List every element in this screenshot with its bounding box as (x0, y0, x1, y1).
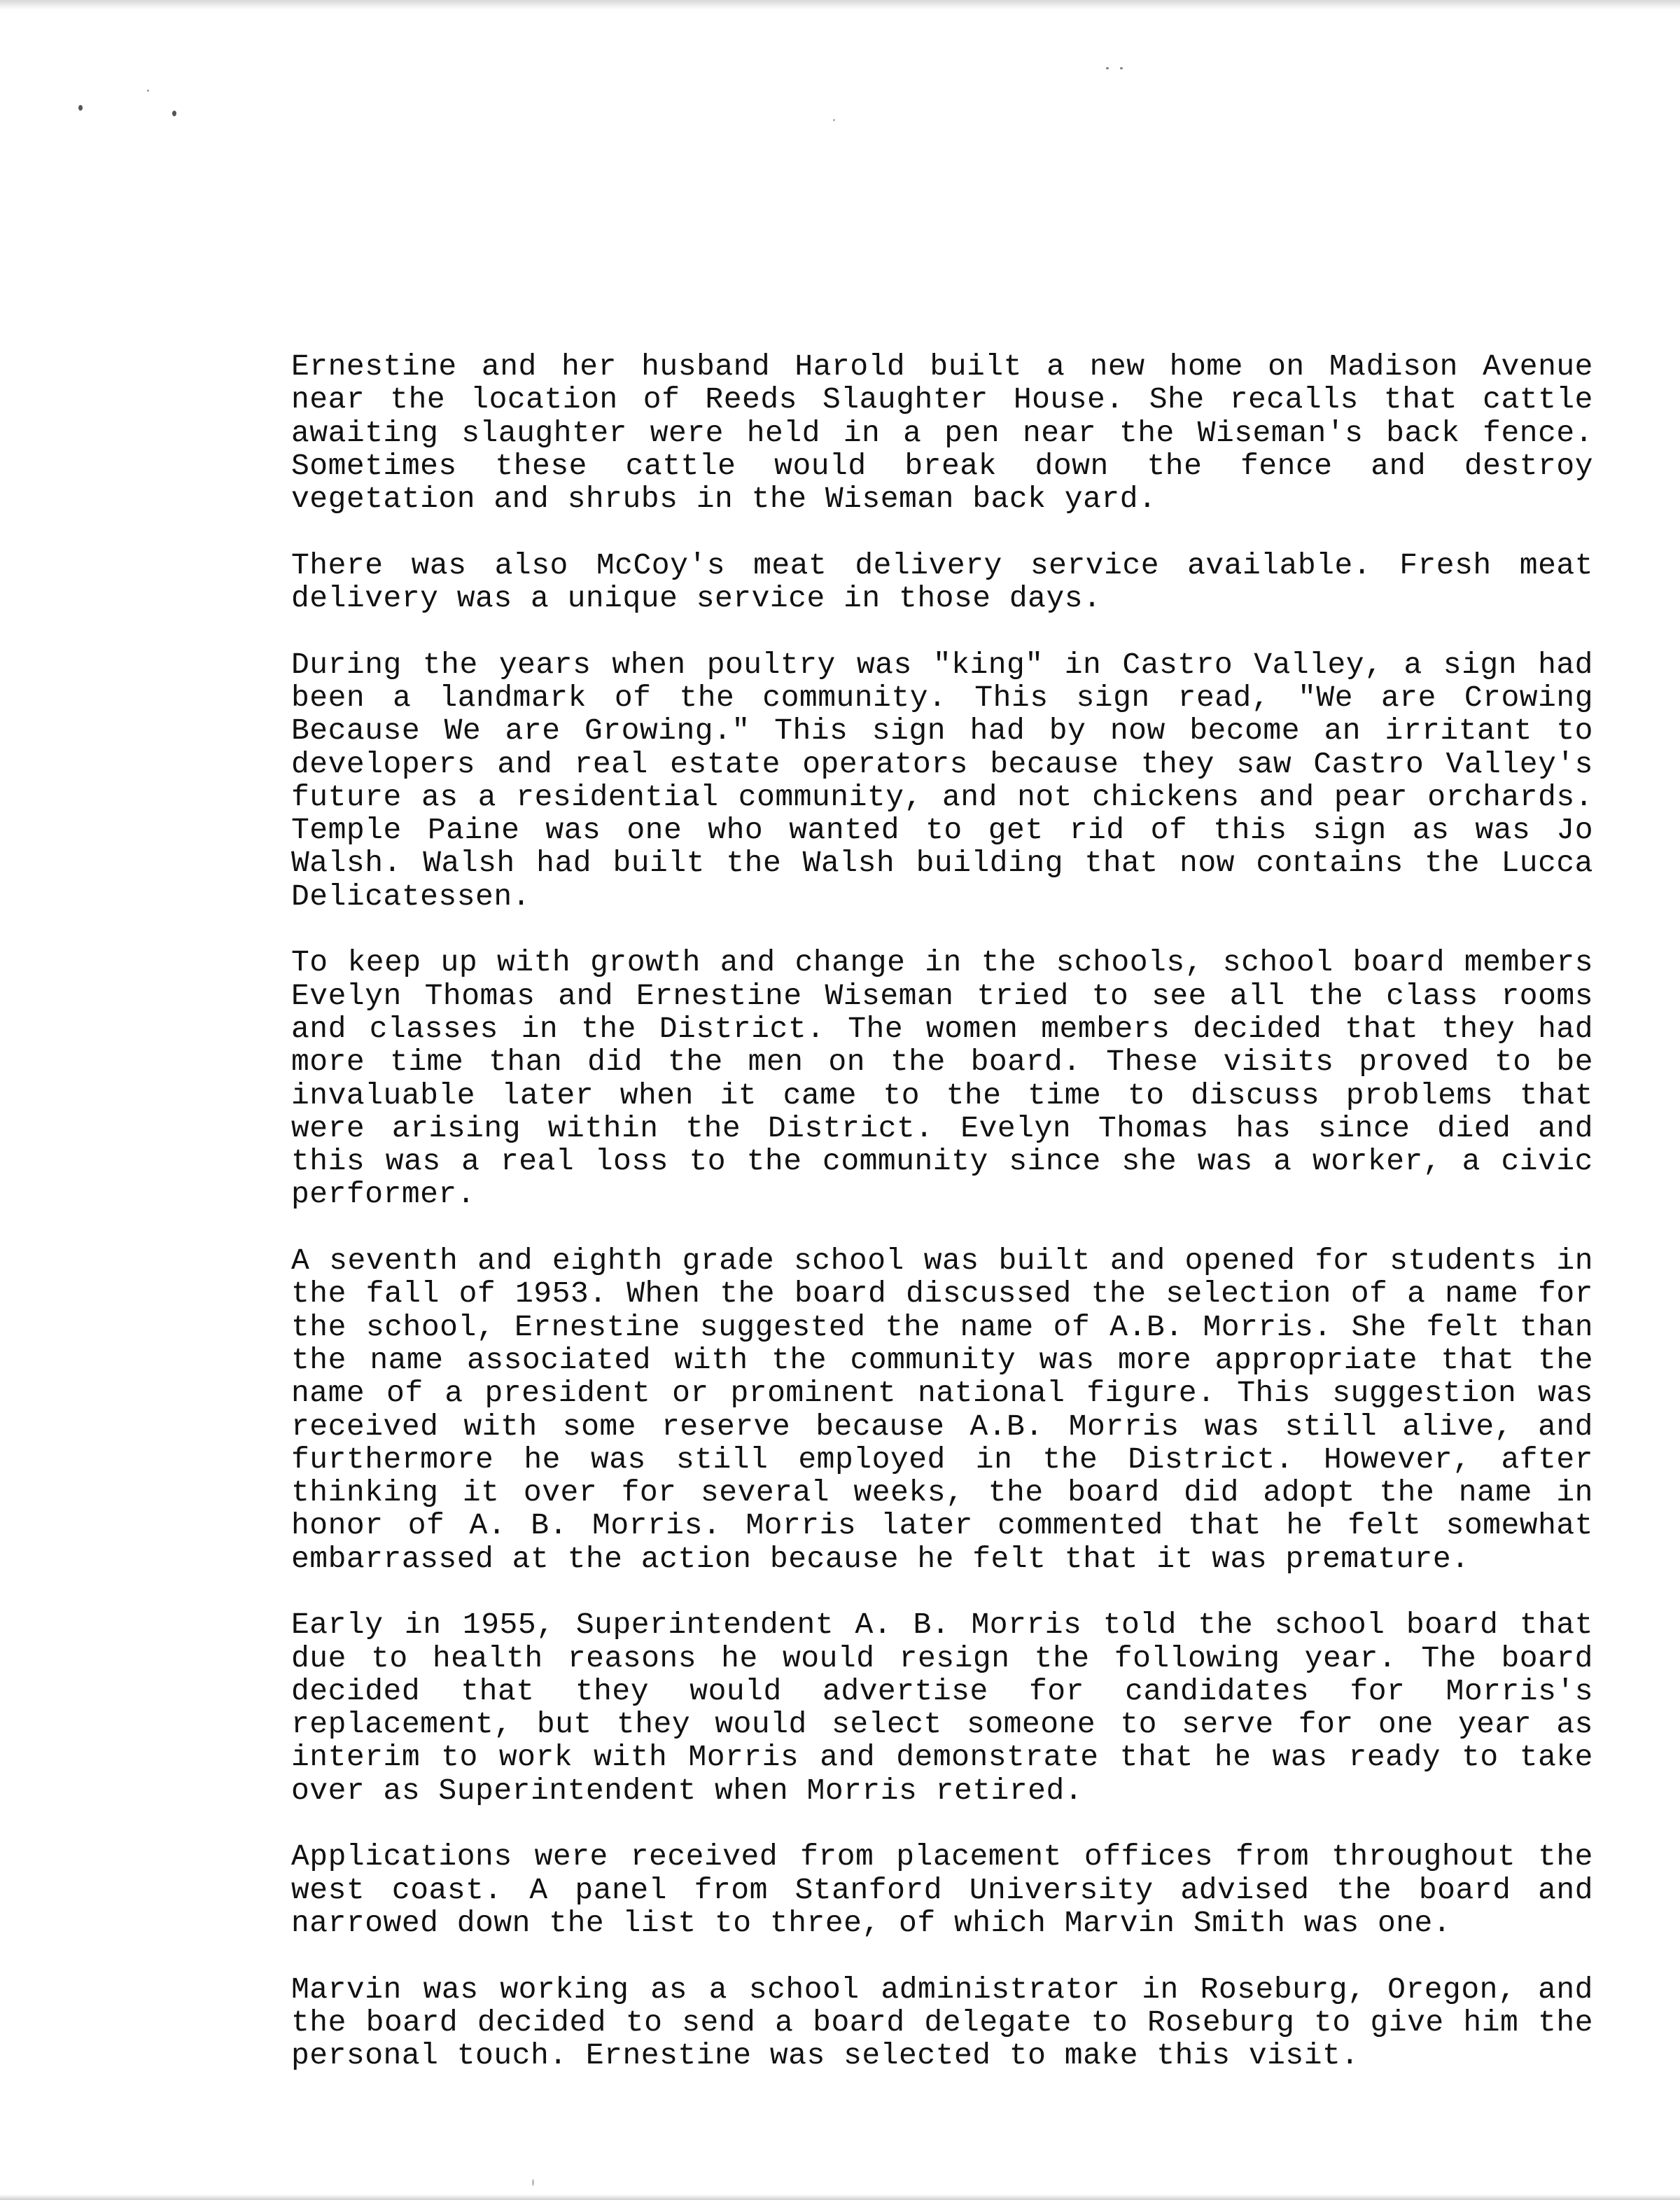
paragraph-morris-resignation: Early in 1955, Superintendent A. B. Morris told the school board that due to health reasons he would resign the following year. The board decided that they would advertise for candidates for Morris's replacement, but they would select someone to serve for one year as interim to work with Morris and demonstrate that he was ready to take over as Superintendent when Morris retired. (291, 1608, 1593, 1808)
scan-bottom-edge (0, 2194, 1680, 2200)
scan-speck (147, 90, 149, 92)
scan-speck (172, 111, 176, 116)
paragraph-morris-school: A seventh and eighth grade school was built and opened for students in the fall of 1953. When the board discussed the selection of a name for the school, Ernestine suggested the name of A.B. Morris. She felt than the name associated with the community was more appropriate that the name of a president or prominent national figure. This suggestion was received with some reserve because A.B. Morris was still alive, and furthermore he was still employed in the District. However, after thinking it over for several weeks, the board did adopt the name in honor of A. B. Morris. Morris later commented that he felt somewhat embarrassed at the action because he felt that it was premature. (291, 1244, 1593, 1576)
paragraph-applications: Applications were received from placement offices from throughout the west coast. A panel from Stanford University advised the board and narrowed down the list to three, of which Marvin Smith was one. (291, 1839, 1593, 1940)
paragraph-school-visits: To keep up with growth and change in the schools, school board members Evelyn Thomas and Ernestine Wiseman tried to see all the class rooms and classes in the District. The women members decided that they had more time than did the men on the board. These visits proved to be invaluable later when it came to the time to discuss problems that were arising within the District. Evelyn Thomas has since died and this was a real loss to the community since she was a worker, a civic performer. (291, 945, 1593, 1212)
paragraph-wiseman-home: Ernestine and her husband Harold built a new home on Madison Avenue near the location of Reeds Slaughter House. She recalls that cattle awaiting slaughter were held in a pen near the Wiseman's back fence. Sometimes these cattle would break down the fence and destroy vegetation and shrubs in the Wiseman back yard. (291, 349, 1593, 517)
paragraph-mccoy-delivery: There was also McCoy's meat delivery service available. Fresh meat delivery was a unique service in those days. (291, 548, 1593, 616)
body-text (291, 350, 1593, 2105)
scan-speck (833, 119, 835, 121)
scan-speck (1120, 67, 1123, 69)
paragraph-poultry-sign: During the years when poultry was "king" in Castro Valley, a sign had been a landmark of the community. This sign read, "We are Crowing Because We are Growing." This sign had by now become an irritant to developers and real estate operators because they saw Castro Valley's future as a residential community, and not chickens and pear orchards. Temple Paine was one who wanted to get rid of this sign as was Jo Walsh. Walsh had built the Walsh building that now contains the Lucca Delicatessen. (291, 647, 1593, 914)
scan-speck (532, 2179, 534, 2186)
paragraph-roseburg-visit: Marvin was working as a school administrator in Roseburg, Oregon, and the board decided to send a board delegate to Roseburg to give him the personal touch. Ernestine was selected to make this visit. (291, 1972, 1593, 2073)
scan-top-edge (0, 0, 1680, 10)
scan-speck (1106, 67, 1109, 69)
scan-speck (78, 105, 83, 111)
